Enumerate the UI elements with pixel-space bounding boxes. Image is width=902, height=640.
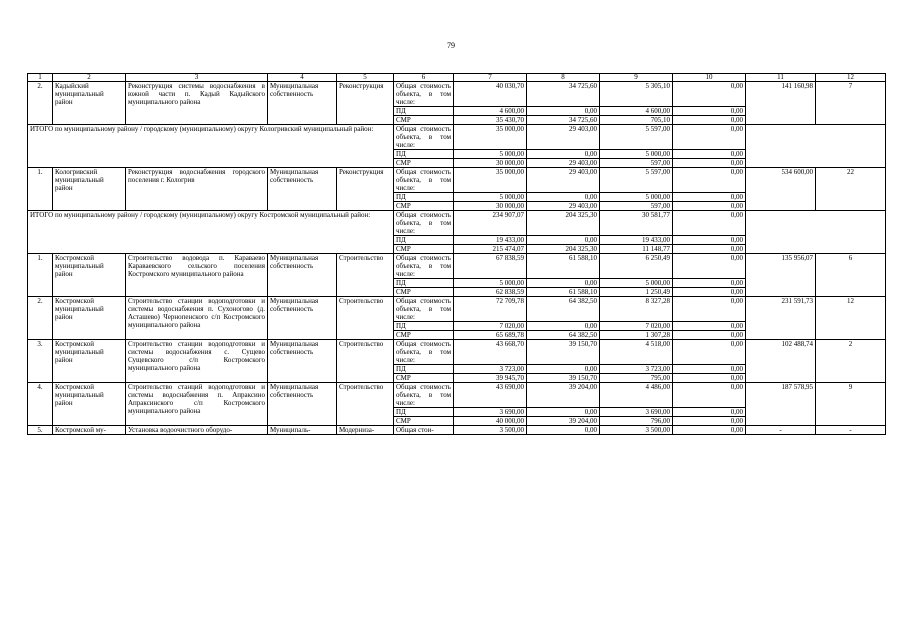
row-number: 5. bbox=[28, 426, 53, 435]
value-cell: 0,00 bbox=[527, 193, 600, 202]
value-cell: 6 250,49 bbox=[600, 254, 673, 279]
district-cell: Кадыйский муниципальный район bbox=[53, 82, 126, 125]
smr-label: СМР bbox=[394, 288, 454, 297]
value-cell: 4 600,00 bbox=[600, 107, 673, 116]
column-11-value: 135 956,07 bbox=[746, 254, 816, 297]
total-label: Общая стоимость объекта, в том числе: bbox=[394, 125, 454, 150]
object-name-cell: Реконструкция системы водоснабжения в южной части п. Кадый Кадыйского муниципального района bbox=[126, 82, 268, 125]
column-12-value: 9 bbox=[816, 383, 886, 426]
object-name-cell: Установка водоочистного оборудо- bbox=[126, 426, 268, 435]
column-header: 9 bbox=[600, 74, 673, 82]
value-cell: 3 723,00 bbox=[600, 365, 673, 374]
smr-label: СМР bbox=[394, 374, 454, 383]
value-cell: 5 000,00 bbox=[600, 279, 673, 288]
value-cell: 204 325,30 bbox=[527, 245, 600, 254]
value-cell: 39 204,00 bbox=[527, 383, 600, 408]
value-cell: 30 000,00 bbox=[454, 159, 527, 168]
column-11-value: 534 600,00 bbox=[746, 168, 816, 211]
row-number: 4. bbox=[28, 383, 53, 426]
empty-cell bbox=[746, 211, 886, 254]
value-cell: 0,00 bbox=[673, 297, 746, 322]
pd-label: ПД bbox=[394, 322, 454, 331]
value-cell: 43 690,00 bbox=[454, 383, 527, 408]
value-cell: 5 000,00 bbox=[454, 279, 527, 288]
work-type-cell: Модерниза- bbox=[337, 426, 394, 435]
ownership-cell: Муниципальная собственность bbox=[268, 254, 337, 297]
value-cell: 0,00 bbox=[673, 254, 746, 279]
work-type-cell: Реконструкция bbox=[337, 82, 394, 125]
column-11-value: 187 578,95 bbox=[746, 383, 816, 426]
value-cell: 597,00 bbox=[600, 159, 673, 168]
column-header: 10 bbox=[673, 74, 746, 82]
value-cell: 67 838,59 bbox=[454, 254, 527, 279]
value-cell: 3 690,00 bbox=[600, 408, 673, 417]
column-header: 2 bbox=[53, 74, 126, 82]
value-cell: 30 000,00 bbox=[454, 202, 527, 211]
value-cell: 64 382,50 bbox=[527, 331, 600, 340]
value-cell: 0,00 bbox=[673, 374, 746, 383]
investment-table bbox=[27, 73, 886, 435]
value-cell: 0,00 bbox=[673, 202, 746, 211]
value-cell: 0,00 bbox=[673, 245, 746, 254]
object-name-cell: Реконструкция водоснабжения городского поселения г. Кологрив bbox=[126, 168, 268, 211]
value-cell: 11 148,77 bbox=[600, 245, 673, 254]
value-cell: 5 305,10 bbox=[600, 82, 673, 107]
item-row bbox=[28, 340, 886, 365]
value-cell: 0,00 bbox=[673, 365, 746, 374]
pd-label: ПД bbox=[394, 365, 454, 374]
value-cell: 3 690,00 bbox=[454, 408, 527, 417]
value-cell: 4 600,00 bbox=[454, 107, 527, 116]
value-cell: 35 430,70 bbox=[454, 116, 527, 125]
column-header: 8 bbox=[527, 74, 600, 82]
value-cell: 0,00 bbox=[527, 150, 600, 159]
value-cell: 39 150,70 bbox=[527, 374, 600, 383]
column-header: 11 bbox=[746, 74, 816, 82]
object-name-cell: Строительство станции водоподготовки и системы водоснабжения п. Сухоногово (д. Асташево) Чернопенского с/п Костромского муниципального района bbox=[126, 297, 268, 340]
value-cell: 4 518,00 bbox=[600, 340, 673, 365]
work-type-cell: Реконструкция bbox=[337, 168, 394, 211]
district-cell: Кологривский муниципальный район bbox=[53, 168, 126, 211]
district-cell: Костромской муниципальный район bbox=[53, 297, 126, 340]
total-label: Общая стоимость объекта, в том числе: bbox=[394, 340, 454, 365]
summary-row bbox=[28, 211, 886, 236]
value-cell: 3 500,00 bbox=[454, 426, 527, 435]
value-cell: 5 000,00 bbox=[600, 150, 673, 159]
value-cell: 0,00 bbox=[673, 211, 746, 236]
value-cell: 34 725,60 bbox=[527, 116, 600, 125]
value-cell: 5 597,00 bbox=[600, 125, 673, 150]
value-cell: 5 597,00 bbox=[600, 168, 673, 193]
value-cell: 0,00 bbox=[527, 107, 600, 116]
row-number: 3. bbox=[28, 340, 53, 383]
header-row bbox=[28, 74, 886, 82]
value-cell: 65 689,78 bbox=[454, 331, 527, 340]
total-label: Общая стоимость объекта, в том числе: bbox=[394, 168, 454, 193]
total-label: Общая стоимость объекта, в том числе: bbox=[394, 383, 454, 408]
value-cell: 796,00 bbox=[600, 417, 673, 426]
value-cell: 795,00 bbox=[600, 374, 673, 383]
value-cell: 0,00 bbox=[673, 331, 746, 340]
row-number: 1. bbox=[28, 168, 53, 211]
item-row bbox=[28, 82, 886, 107]
value-cell: 3 723,00 bbox=[454, 365, 527, 374]
item-row bbox=[28, 383, 886, 408]
value-cell: 61 588,10 bbox=[527, 288, 600, 297]
pd-label: ПД bbox=[394, 107, 454, 116]
smr-label: СМР bbox=[394, 417, 454, 426]
value-cell: 5 000,00 bbox=[454, 150, 527, 159]
total-label: Общая стоимость объекта, в том числе: bbox=[394, 297, 454, 322]
value-cell: 0,00 bbox=[673, 383, 746, 408]
total-label: Общая стои- bbox=[394, 426, 454, 435]
value-cell: 29 403,00 bbox=[527, 202, 600, 211]
column-12-value: 7 bbox=[816, 82, 886, 125]
column-12-value: 12 bbox=[816, 297, 886, 340]
item-row bbox=[28, 297, 886, 322]
ownership-cell: Муниципальная собственность bbox=[268, 383, 337, 426]
value-cell: 3 500,00 bbox=[600, 426, 673, 435]
work-type-cell: Строительство bbox=[337, 383, 394, 426]
column-11-value: 231 591,73 bbox=[746, 297, 816, 340]
value-cell: 0,00 bbox=[673, 426, 746, 435]
value-cell: 215 474,07 bbox=[454, 245, 527, 254]
row-number: 2. bbox=[28, 297, 53, 340]
ownership-cell: Муниципальная собственность bbox=[268, 297, 337, 340]
row-number: 2. bbox=[28, 82, 53, 125]
district-cell: Костромской муниципальный район bbox=[53, 254, 126, 297]
column-header: 4 bbox=[268, 74, 337, 82]
total-label: Общая стоимость объекта, в том числе: bbox=[394, 211, 454, 236]
pd-label: ПД bbox=[394, 236, 454, 245]
value-cell: 4 486,00 bbox=[600, 383, 673, 408]
value-cell: 62 838,59 bbox=[454, 288, 527, 297]
value-cell: 0,00 bbox=[673, 322, 746, 331]
pd-label: ПД bbox=[394, 193, 454, 202]
row-number: 1. bbox=[28, 254, 53, 297]
value-cell: 43 668,70 bbox=[454, 340, 527, 365]
value-cell: 204 325,30 bbox=[527, 211, 600, 236]
column-12-value: - bbox=[816, 426, 886, 435]
value-cell: 0,00 bbox=[673, 125, 746, 150]
pd-label: ПД bbox=[394, 279, 454, 288]
pd-label: ПД bbox=[394, 408, 454, 417]
value-cell: 8 327,28 bbox=[600, 297, 673, 322]
value-cell: 0,00 bbox=[527, 236, 600, 245]
value-cell: 0,00 bbox=[673, 116, 746, 125]
value-cell: 0,00 bbox=[673, 288, 746, 297]
smr-label: СМР bbox=[394, 159, 454, 168]
column-header: 5 bbox=[337, 74, 394, 82]
value-cell: 30 581,77 bbox=[600, 211, 673, 236]
item-row bbox=[28, 168, 886, 193]
value-cell: 34 725,60 bbox=[527, 82, 600, 107]
value-cell: 0,00 bbox=[673, 193, 746, 202]
value-cell: 29 403,00 bbox=[527, 168, 600, 193]
value-cell: 0,00 bbox=[673, 417, 746, 426]
smr-label: СМР bbox=[394, 331, 454, 340]
ownership-cell: Муниципаль- bbox=[268, 426, 337, 435]
column-header: 3 bbox=[126, 74, 268, 82]
value-cell: 0,00 bbox=[673, 159, 746, 168]
column-11-value: 102 488,74 bbox=[746, 340, 816, 383]
value-cell: 0,00 bbox=[673, 107, 746, 116]
value-cell: 0,00 bbox=[527, 426, 600, 435]
value-cell: 0,00 bbox=[673, 168, 746, 193]
pd-label: ПД bbox=[394, 150, 454, 159]
value-cell: 61 588,10 bbox=[527, 254, 600, 279]
value-cell: 597,00 bbox=[600, 202, 673, 211]
empty-cell bbox=[746, 125, 886, 168]
district-cell: Костромской му- bbox=[53, 426, 126, 435]
value-cell: 39 150,70 bbox=[527, 340, 600, 365]
district-cell: Костромской муниципальный район bbox=[53, 383, 126, 426]
value-cell: 0,00 bbox=[673, 279, 746, 288]
item-row-partial bbox=[28, 426, 886, 435]
ownership-cell: Муниципальная собственность bbox=[268, 82, 337, 125]
summary-label: ИТОГО по муниципальному району / городскому (муниципальному) округу Костромской муниципальный район: bbox=[28, 211, 394, 254]
value-cell: 5 000,00 bbox=[600, 193, 673, 202]
value-cell: 7 020,00 bbox=[454, 322, 527, 331]
value-cell: 0,00 bbox=[527, 408, 600, 417]
work-type-cell: Строительство bbox=[337, 297, 394, 340]
value-cell: 29 403,00 bbox=[527, 125, 600, 150]
total-label: Общая стоимость объекта, в том числе: bbox=[394, 254, 454, 279]
value-cell: 19 433,00 bbox=[454, 236, 527, 245]
value-cell: 39 945,70 bbox=[454, 374, 527, 383]
value-cell: 72 709,78 bbox=[454, 297, 527, 322]
ownership-cell: Муниципальная собственность bbox=[268, 168, 337, 211]
value-cell: 0,00 bbox=[673, 236, 746, 245]
column-12-value: 6 bbox=[816, 254, 886, 297]
value-cell: 0,00 bbox=[673, 340, 746, 365]
value-cell: 40 000,00 bbox=[454, 417, 527, 426]
value-cell: 64 382,50 bbox=[527, 297, 600, 322]
smr-label: СМР bbox=[394, 202, 454, 211]
value-cell: 0,00 bbox=[673, 408, 746, 417]
page-number: 79 bbox=[447, 41, 455, 50]
smr-label: СМР bbox=[394, 116, 454, 125]
value-cell: 5 000,00 bbox=[454, 193, 527, 202]
district-cell: Костромской муниципальный район bbox=[53, 340, 126, 383]
value-cell: 29 403,00 bbox=[527, 159, 600, 168]
value-cell: 234 907,07 bbox=[454, 211, 527, 236]
value-cell: 7 020,00 bbox=[600, 322, 673, 331]
value-cell: 0,00 bbox=[527, 365, 600, 374]
column-11-value: - bbox=[746, 426, 816, 435]
value-cell: 35 000,00 bbox=[454, 125, 527, 150]
work-type-cell: Строительство bbox=[337, 340, 394, 383]
work-type-cell: Строительство bbox=[337, 254, 394, 297]
value-cell: 1 307,28 bbox=[600, 331, 673, 340]
summary-row bbox=[28, 125, 886, 150]
item-row bbox=[28, 254, 886, 279]
smr-label: СМР bbox=[394, 245, 454, 254]
column-12-value: 22 bbox=[816, 168, 886, 211]
column-11-value: 141 160,98 bbox=[746, 82, 816, 125]
value-cell: 1 250,49 bbox=[600, 288, 673, 297]
value-cell: 705,10 bbox=[600, 116, 673, 125]
value-cell: 0,00 bbox=[527, 322, 600, 331]
column-header: 7 bbox=[454, 74, 527, 82]
column-header: 12 bbox=[816, 74, 886, 82]
value-cell: 35 000,00 bbox=[454, 168, 527, 193]
value-cell: 40 030,70 bbox=[454, 82, 527, 107]
value-cell: 0,00 bbox=[673, 150, 746, 159]
value-cell: 0,00 bbox=[527, 279, 600, 288]
value-cell: 19 433,00 bbox=[600, 236, 673, 245]
ownership-cell: Муниципальная собственность bbox=[268, 340, 337, 383]
object-name-cell: Строительство станций водоподготовки и системы водоснабжения п. Апраксино Апраксинского с/п Костромского муниципального района bbox=[126, 383, 268, 426]
table-body bbox=[28, 74, 886, 435]
object-name-cell: Строительство водовода п. Караваево Караваевского сельского поселения Костромского муниципального района bbox=[126, 254, 268, 297]
value-cell: 0,00 bbox=[673, 82, 746, 107]
object-name-cell: Строительство станции водоподготовки и системы водоснабжения с. Сущево Сущевского с/п Костромского муниципального района bbox=[126, 340, 268, 383]
total-label: Общая стоимость объекта, в том числе: bbox=[394, 82, 454, 107]
column-header: 1 bbox=[28, 74, 53, 82]
value-cell: 39 204,00 bbox=[527, 417, 600, 426]
column-header: 6 bbox=[394, 74, 454, 82]
summary-label: ИТОГО по муниципальному району / городскому (муниципальному) округу Кологривский муниципальный район: bbox=[28, 125, 394, 168]
column-12-value: 2 bbox=[816, 340, 886, 383]
